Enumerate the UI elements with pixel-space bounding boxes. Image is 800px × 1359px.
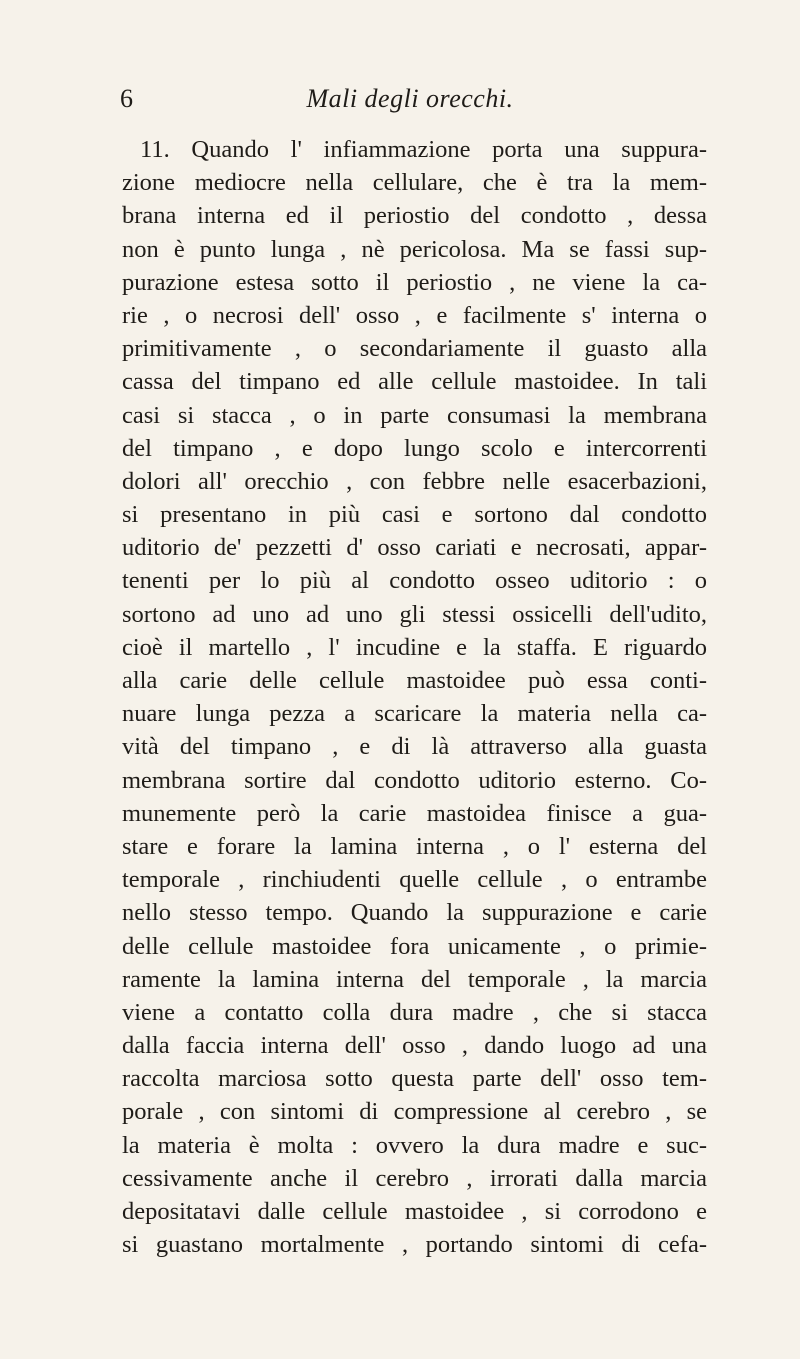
- text-line: delle cellule mastoidee fora unicamente , o primie-: [122, 932, 707, 960]
- text-line: la materia è molta : ovvero la dura madre e suc-: [122, 1131, 707, 1159]
- text-line: temporale , rinchiudenti quelle cellule , o entrambe: [122, 866, 707, 894]
- text-line: dolori all' orecchio , con febbre nelle esacerbazioni,: [122, 467, 707, 495]
- text-line: tenenti per lo più al condotto osseo uditorio : o: [122, 567, 707, 595]
- text-line: membrana sortire dal condotto uditorio esterno. Co-: [122, 766, 707, 794]
- text-line: dalla faccia interna dell' osso , dando luogo ad una: [122, 1032, 707, 1060]
- text-line: brana interna ed il periostio del condotto , dessa: [122, 202, 707, 230]
- text-line: purazione estesa sotto il periostio , ne viene la ca-: [122, 268, 707, 296]
- page-header: [110, 84, 710, 124]
- text-line: cioè il martello , l' incudine e la staffa. E riguardo: [122, 633, 707, 661]
- text-line: zione mediocre nella cellulare, che è tra la mem-: [122, 169, 707, 197]
- text-line: 11. Quando l' infiammazione porta una suppura-: [140, 136, 707, 163]
- text-line: alla carie delle cellule mastoidee può essa conti-: [122, 667, 707, 694]
- text-line: nello stesso tempo. Quando la suppurazione e carie: [122, 899, 707, 927]
- text-line: uditorio de' pezzetti d' osso cariati e necrosati, appar-: [122, 534, 707, 562]
- text-line: si guastano mortalmente , portando sintomi di cefa-: [122, 1231, 707, 1259]
- text-line: cessivamente anche il cerebro , irrorati dalla marcia: [122, 1164, 707, 1192]
- text-line: vità del timpano , e di là attraverso alla guasta: [122, 733, 707, 761]
- text-line: stare e forare la lamina interna , o l' esterna del: [122, 832, 707, 860]
- text-line: primitivamente , o secondariamente il guasto alla: [122, 335, 707, 363]
- text-line: del timpano , e dopo lungo scolo e intercorrenti: [122, 434, 707, 462]
- text-line: depositatavi dalle cellule mastoidee , si corrodono e: [122, 1198, 707, 1225]
- running-title: Mali degli orecchi.: [306, 84, 514, 113]
- text-line: raccolta marciosa sotto questa parte dell' osso tem-: [122, 1065, 707, 1093]
- text-line: casi si stacca , o in parte consumasi la membrana: [122, 401, 707, 429]
- text-line: munemente però la carie mastoidea finisce a gua-: [122, 799, 707, 827]
- text-line: ramente la lamina interna del temporale , la marcia: [122, 965, 707, 993]
- text-line: cassa del timpano ed alle cellule mastoidee. In tali: [122, 368, 707, 396]
- text-line: viene a contatto colla dura madre , che si stacca: [122, 998, 707, 1026]
- body-text: [122, 133, 707, 1261]
- text-line: rie , o necrosi dell' osso , e facilmente s' interna o: [122, 301, 707, 329]
- text-line: sortono ad uno ad uno gli stessi ossicelli dell'udito,: [122, 600, 707, 628]
- text-line: nuare lunga pezza a scaricare la materia nella ca-: [122, 700, 707, 728]
- text-line: non è punto lunga , nè pericolosa. Ma se fassi sup-: [122, 235, 707, 263]
- text-line: porale , con sintomi di compressione al cerebro , se: [122, 1098, 707, 1126]
- text-line: si presentano in più casi e sortono dal condotto: [122, 501, 707, 529]
- page-number: 6: [120, 84, 133, 113]
